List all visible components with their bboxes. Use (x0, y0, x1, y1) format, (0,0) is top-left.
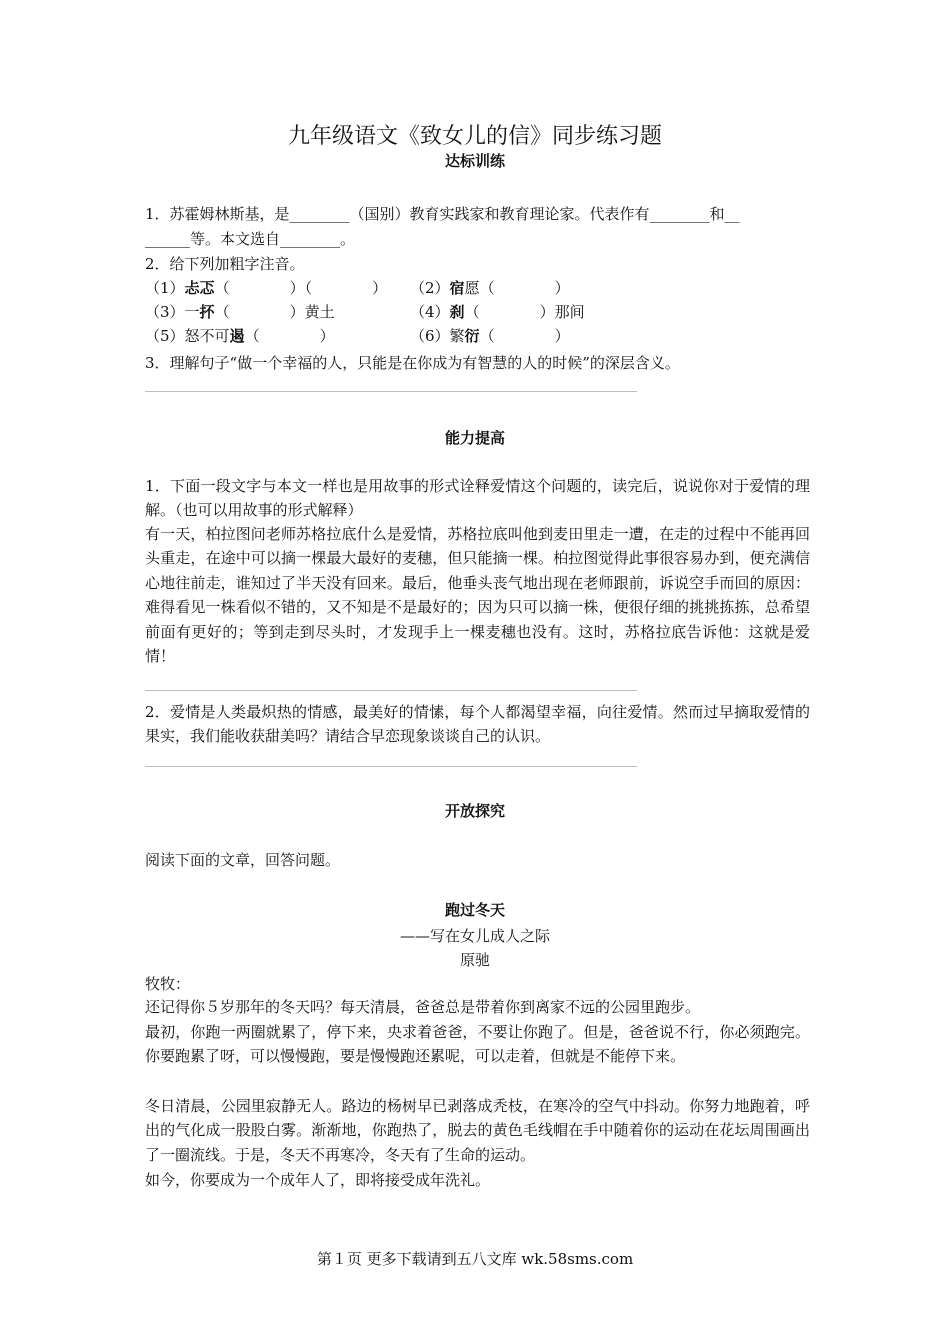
section-heading-standard-training: 达标训练 (444, 152, 505, 170)
section-heading-open-inquiry: 开放探究 (444, 802, 505, 820)
page-footer: 第１页 更多下载请到五八文库 wk.58sms.com (316, 1250, 634, 1268)
phonetic-item-5: （5）怒不可遏（ ） (145, 327, 335, 345)
article-paragraph-1: 还记得你５岁那年的冬天吗？每天清晨，爸爸总是带着你到离家不远的公园里跑步。 (145, 998, 701, 1016)
article-paragraph-4: 如今，你要成为一个成年人了，即将接受成年洗礼。 (145, 1171, 491, 1189)
phonetic-item-2: （2）宿愿（ ） (410, 279, 570, 297)
article-subtitle: ——写在女儿成人之际 (399, 927, 550, 945)
answer-line (145, 766, 637, 767)
phonetic-item-3: （3）一抔（ ）黄土 (145, 303, 335, 321)
plato-story: 有一天，柏拉图问老师苏格拉底什么是爱情，苏格拉底叫他到麦田里走一遭，在走的过程中不能再回头重走，在途中可以摘一棵最大最好的麦穗，但只能摘一棵。柏拉图觉得此事很容易办到，便充满信心地往前走，谁知过了半天没有回来。最后，他垂头丧气地出现在老师跟前，诉说空手而回的原因：难得看见一株看似不错的，又不知是不是最好的；因为只可以摘一株，便很仔细的挑挑拣拣，总希望前面有更好的；等到走到尽头时，才发现手上一棵麦穗也没有。这时，苏格拉底告诉他：这就是爱情！ (145, 525, 810, 666)
article-paragraph-2: 最初，你跑一两圈就累了，停下来，央求着爸爸，不要让你跑了。但是，爸爸说不行，你必须跑完。你要跑累了呀，可以慢慢跑，要是慢慢跑还累呢，可以走着，但就是不能停下来。 (145, 1023, 810, 1066)
question-1-line-1: 1．苏霍姆林斯基，是________（国别）教育实践家和教育理论家。代表作有________和__ (145, 205, 740, 223)
article-title: 跑过冬天 (444, 901, 505, 919)
question-1-line-2: ______等。本文选自________。 (145, 230, 356, 248)
question-2-prompt: 2．给下列加粗字注音。 (145, 255, 305, 273)
article-salutation: 牧牧： (145, 975, 191, 993)
phonetic-item-6: （6）繁衍（ ） (410, 327, 570, 345)
answer-line (145, 690, 637, 691)
phonetic-item-1: （1）忐忑（ ）（ ） (145, 279, 388, 297)
question-3: 3．理解句子“做一个幸福的人，只能是在你成为有智慧的人的时候”的深层含义。 (145, 354, 680, 372)
phonetic-item-4: （4）刹（ ）那间 (410, 303, 585, 321)
reading-instruction: 阅读下面的文章，回答问题。 (145, 851, 341, 869)
article-author: 原驰 (459, 951, 490, 969)
section-heading-ability-improvement: 能力提高 (444, 429, 505, 447)
answer-line (145, 391, 637, 392)
ability-question-1-prompt: 1．下面一段文字与本文一样也是用故事的形式诠释爱情这个问题的，读完后，说说你对于爱情的理解。（也可以用故事的形式解释） (145, 477, 810, 520)
document-title: 九年级语文《致女儿的信》同步练习题 (287, 124, 662, 149)
ability-question-2: 2．爱情是人类最炽热的情感，最美好的情愫，每个人都渴望幸福，向往爱情。然而过早摘取爱情的果实，我们能收获甜美吗？请结合早恋现象谈谈自己的认识。 (145, 703, 810, 746)
article-paragraph-3: 冬日清晨，公园里寂静无人。路边的杨树早已剥落成秃枝，在寒冷的空气中抖动。你努力地跑着，呼出的气化成一股股白雾。渐渐地，你跑热了，脱去的黄色毛线帽在手中随着你的运动在花坛周围画出了一圈流线。于是，冬天不再寒冷，冬天有了生命的运动。 (145, 1097, 810, 1164)
